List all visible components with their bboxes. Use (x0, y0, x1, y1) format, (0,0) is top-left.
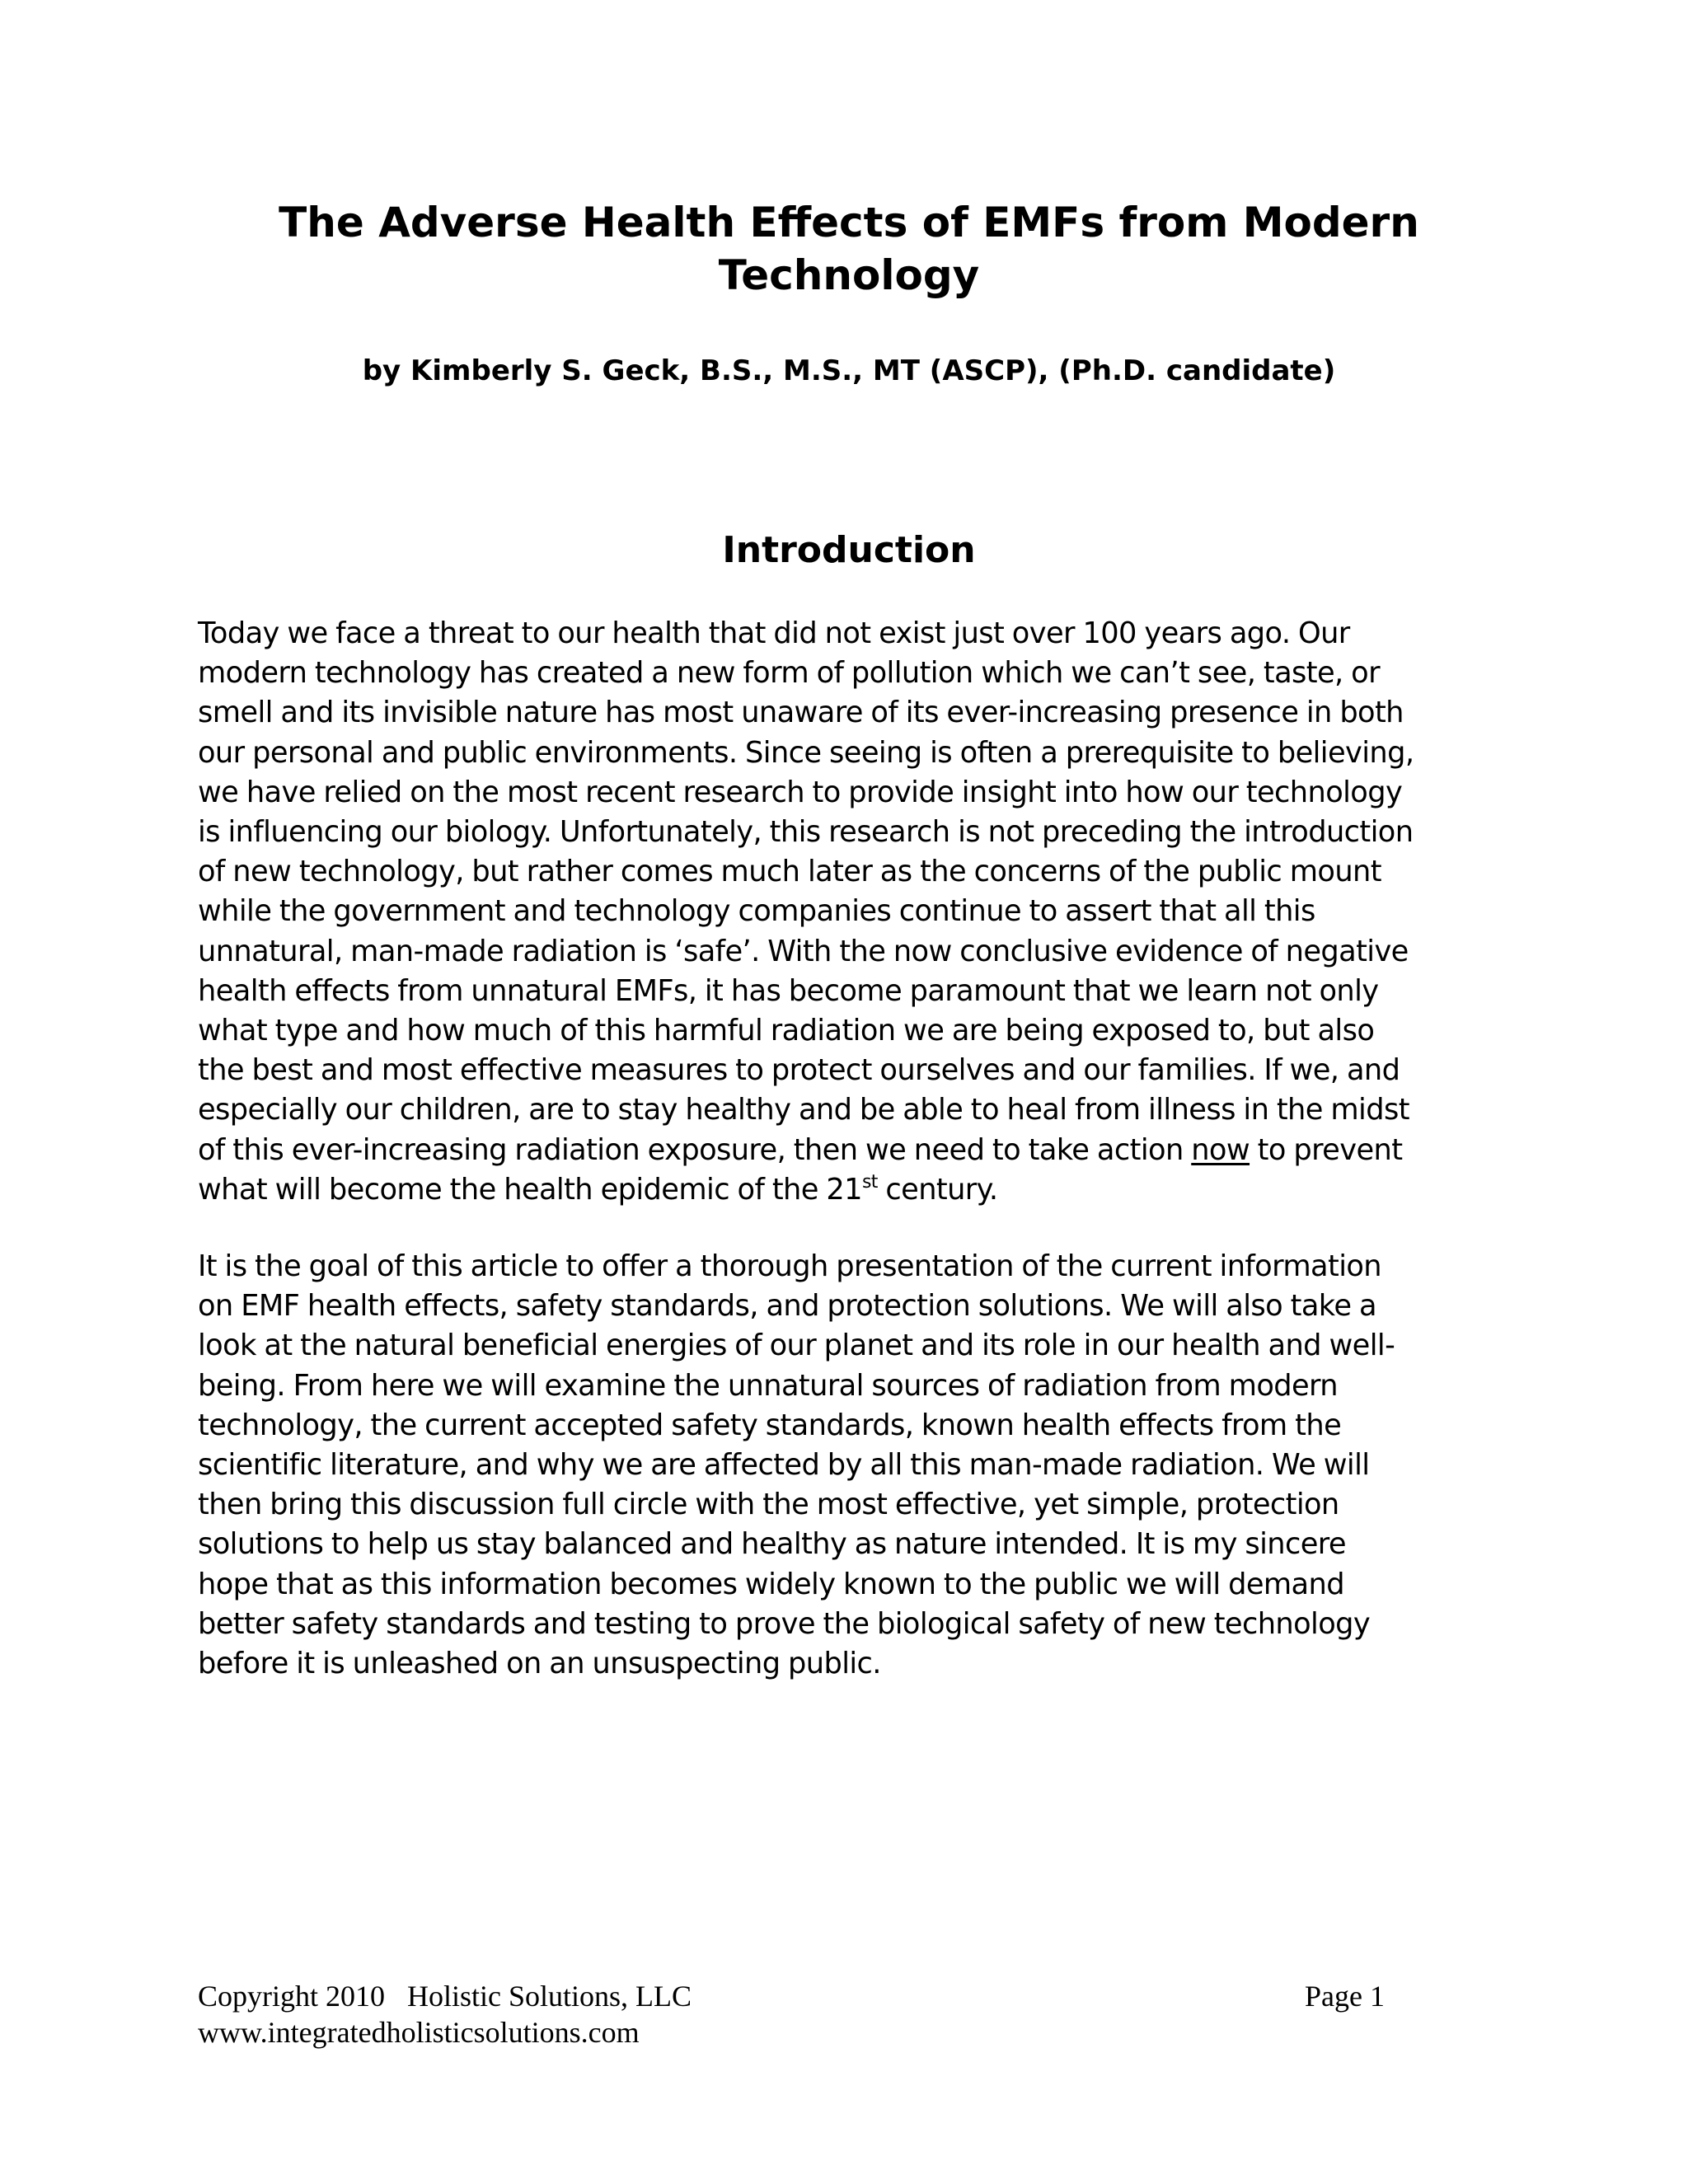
text-line: technology, the current accepted safety standards, known health effects from the (198, 1408, 1342, 1442)
text-fragment: what will become the health epidemic of the 21 (198, 1172, 862, 1207)
text-line: of new technology, but rather comes much later as the concerns of the public mount (198, 855, 1381, 889)
text-line (198, 1131, 1484, 1170)
text-line: solutions to help us stay balanced and healthy as nature intended. It is my sincere (198, 1527, 1346, 1562)
text-line: the best and most effective measures to protect ourselves and our families. If we, and (198, 1053, 1400, 1088)
section-heading: Introduction (722, 529, 976, 571)
paragraph-1 (198, 614, 1484, 1210)
title-line-2: Technology (718, 251, 980, 299)
paragraph-2 (198, 1247, 1484, 1684)
footer-row (198, 1978, 1385, 2014)
text-fragment: of this ever-increasing radiation exposure, then we need to take action (198, 1132, 1192, 1167)
document-title (198, 196, 1500, 302)
text-line: look at the natural beneficial energies of our planet and its role in our health and well- (198, 1329, 1395, 1363)
text-line: better safety standards and testing to prove the biological safety of new technology (198, 1606, 1371, 1641)
text-line: hope that as this information becomes widely known to the public we will demand (198, 1567, 1344, 1601)
text-line: unnatural, man-made radiation is ‘safe’. With the now conclusive evidence of negative (198, 934, 1409, 968)
text-line: then bring this discussion full circle with the most effective, yet simple, protection (198, 1488, 1339, 1522)
ordinal-superscript: st (861, 1171, 878, 1193)
text-line (198, 1170, 1484, 1210)
text-line: is influencing our biology. Unfortunately, this research is not preceding the introduction (198, 815, 1414, 850)
text-line: on EMF health effects, safety standards, and protection solutions. We will also take a (198, 1289, 1376, 1324)
copyright-notice: Copyright 2010 Holistic Solutions, LLC (198, 1980, 692, 2013)
text-line: especially our children, are to stay healthy and be able to heal from illness in the midst (198, 1093, 1409, 1127)
text-line: smell and its invisible nature has most unaware of its ever-increasing presence in both (198, 696, 1404, 730)
underlined-word: now (1191, 1132, 1250, 1167)
text-fragment: to prevent (1250, 1132, 1403, 1167)
text-line: before it is unleashed on an unsuspecting public. (198, 1647, 881, 1681)
text-line: what type and how much of this harmful radiation we are being exposed to, but also (198, 1014, 1375, 1048)
text-line: health effects from unnatural EMFs, it has become paramount that we learn not only (198, 973, 1379, 1008)
text-line: we have relied on the most recent research to provide insight into how our technology (198, 775, 1403, 809)
text-fragment: century. (877, 1172, 998, 1207)
title-line-1: The Adverse Health Effects of EMFs from Modern (279, 199, 1419, 246)
text-line: scientific literature, and why we are affected by all this man-made radiation. We will (198, 1448, 1370, 1483)
author-byline: by Kimberly S. Geck, B.S., M.S., MT (ASCP), (Ph.D. candidate) (362, 354, 1336, 387)
text-line: Today we face a threat to our health that did not exist just over 100 years ago. Our (198, 616, 1350, 650)
page-number: Page 1 (1305, 1980, 1385, 2013)
text-line: our personal and public environments. Since seeing is often a prerequisite to believing, (198, 735, 1414, 770)
text-line: while the government and technology companies continue to assert that all this (198, 894, 1315, 929)
text-line: being. From here we will examine the unnatural sources of radiation from modern (198, 1368, 1338, 1403)
page-footer (198, 1978, 1385, 2050)
website-link[interactable]: www.integratedholisticsolutions.com (198, 2016, 640, 2049)
text-line: It is the goal of this article to offer a thorough presentation of the current information (198, 1249, 1382, 1283)
text-line: modern technology has created a new form of pollution which we can’t see, taste, or (198, 656, 1380, 691)
